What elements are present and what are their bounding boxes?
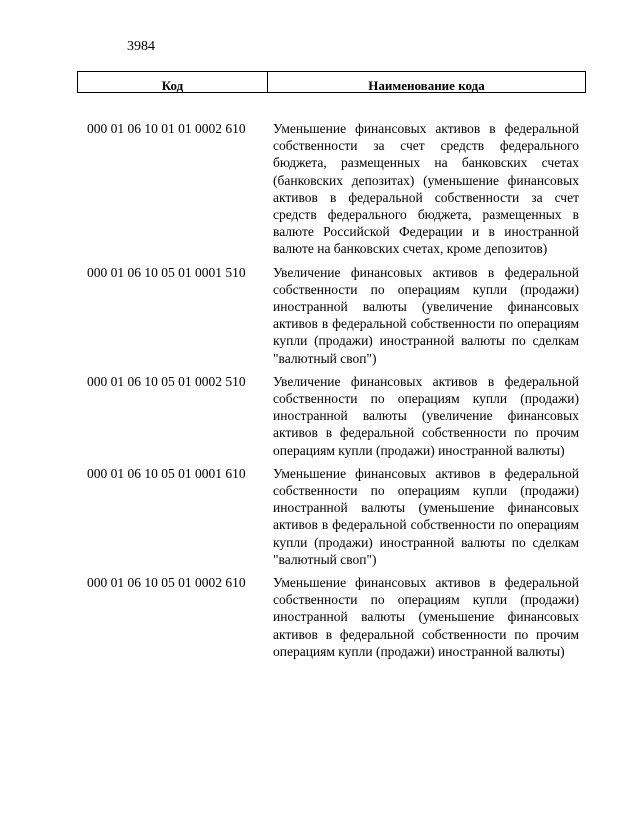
row-code: 000 01 06 10 05 01 0001 510 <box>87 264 246 280</box>
table-row <box>77 264 586 367</box>
header-code: Код <box>78 72 268 92</box>
row-code: 000 01 06 10 05 01 0001 610 <box>87 465 246 481</box>
row-name: Уменьшение финансовых активов в федеральной собственности по операциям купли (продажи) иностранной валюты (уменьшение финансовых активов в федеральной собственности по операциям купли (продажи) иностранной валюты по сделкам "валютный своп") <box>273 465 579 567</box>
table-row <box>77 373 586 459</box>
page-number: 3984 <box>127 39 155 54</box>
table-row <box>77 120 586 258</box>
table-row <box>77 465 586 568</box>
table-header <box>77 71 586 93</box>
table-row <box>77 574 586 660</box>
row-name: Увеличение финансовых активов в федеральной собственности по операциям купли (продажи) иностранной валюты (увеличение финансовых активов в федеральной собственности по прочим операциям купли (продажи) иностранной валюты) <box>273 373 579 458</box>
row-code: 000 01 06 10 05 01 0002 510 <box>87 373 246 389</box>
row-name: Увеличение финансовых активов в федеральной собственности по операциям купли (продажи) иностранной валюты (увеличение финансовых активов в федеральной собственности по операциям купли (продажи) иностранной валюты по сделкам "валютный своп") <box>273 264 579 366</box>
row-name: Уменьшение финансовых активов в федеральной собственности по операциям купли (продажи) иностранной валюты (уменьшение финансовых активов в федеральной собственности по прочим операциям купли (продажи) иностранной валюты) <box>273 575 579 659</box>
header-name: Наименование кода <box>368 78 485 93</box>
row-code: 000 01 06 10 01 01 0002 610 <box>87 121 246 136</box>
code-list <box>77 120 586 666</box>
row-code: 000 01 06 10 05 01 0002 610 <box>87 575 246 591</box>
row-name: Уменьшение финансовых активов в федеральной собственности за счет средств федерального бюджета, размещенных на банковских счетах (банковских депозитах) (уменьшение финансовых активов в федеральной собственности за счет средств федерального бюджета, размещенных в валюте Российской Федерации и в иностранной валюте на банковских счетах, кроме депозитов) <box>273 121 579 257</box>
